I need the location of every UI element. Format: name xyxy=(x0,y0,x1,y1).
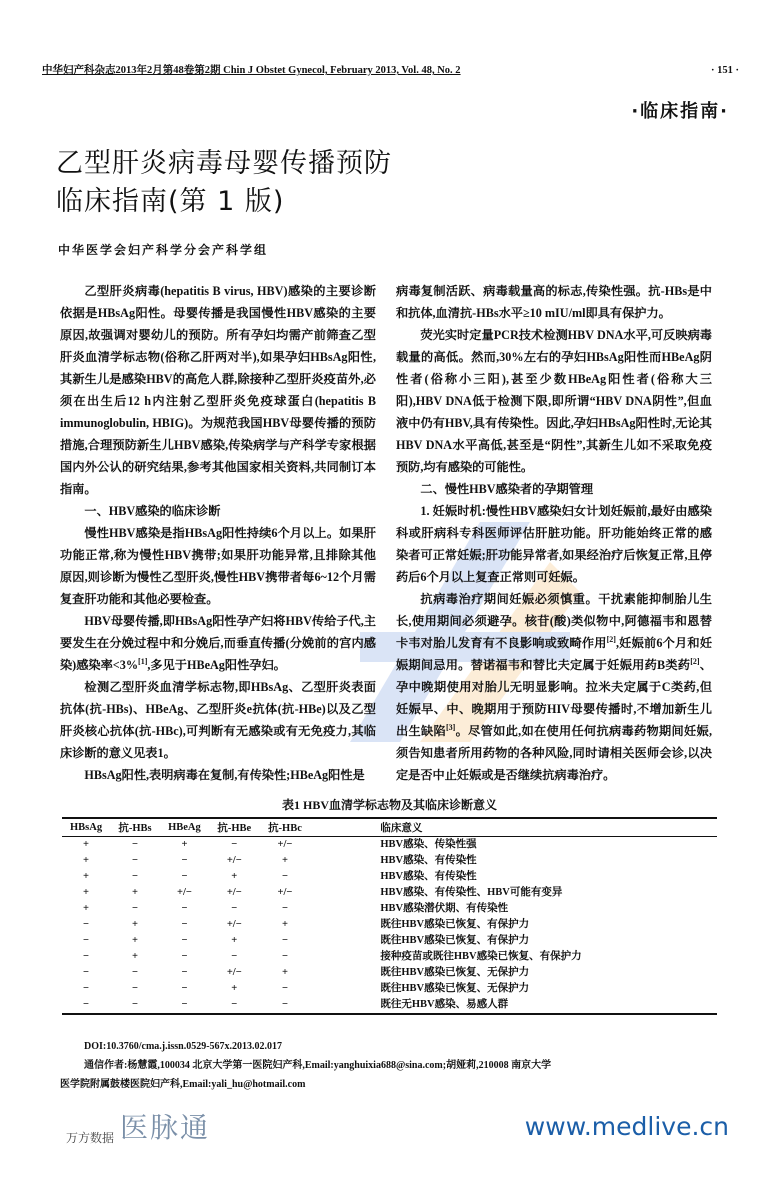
text: 、孕中晚期使用对胎儿无明显影响。拉米夫定属于C类药,但妊娠早、中、晚期用于预防HIV母婴传播时,不增加新生儿出生缺陷 xyxy=(396,658,712,738)
table-row xyxy=(62,853,717,869)
page-number: · 151 · xyxy=(710,65,739,76)
table-cell: − xyxy=(281,871,288,882)
title-line: 临床指南(第 1 版) xyxy=(56,186,285,217)
table-cell: − xyxy=(181,919,188,930)
table-cell: − xyxy=(132,839,139,850)
table-cell: − xyxy=(83,967,90,978)
table-cell: + xyxy=(83,871,90,882)
table-cell: − xyxy=(132,983,139,994)
corresponding-author-cont: 医学院附属鼓楼医院妇产科,Email:yali_hu@hotmail.com xyxy=(60,1079,306,1090)
text: HBV母婴传播,即HBsAg阳性孕产妇将HBV传给子代,主要发生在分娩过程中和分娩后,而垂直传播(分娩前的宫内感染)感染率<3% xyxy=(60,614,376,672)
table-cell: − xyxy=(110,997,160,1014)
section-heading: 二、慢性HBV感染者的孕期管理 xyxy=(420,482,594,496)
doi: DOI:10.3760/cma.j.issn.0529-567x.2013.02.017 xyxy=(84,1041,283,1052)
table-cell: + xyxy=(132,935,139,946)
table-cell: + xyxy=(281,855,288,866)
table-row xyxy=(62,949,717,965)
table-cell: +/− xyxy=(277,887,293,898)
table-row xyxy=(62,933,717,949)
table-cell: − xyxy=(181,951,188,962)
column-header: HBeAg xyxy=(160,818,209,837)
serology-table xyxy=(62,817,717,1015)
paragraph: 检测乙型肝炎血清学标志物,即HBsAg、乙型肝炎表面抗体(抗-HBs)、HBeAg、乙型肝炎e抗体(抗-HBe)以及乙型肝炎核心抗体(抗-HBc),可判断有无感染或有无免疫力,其临床诊断的意义见表1。 xyxy=(60,680,376,760)
author: 中华医学会妇产科学分会产科学组 xyxy=(58,243,269,257)
table-cell: − xyxy=(83,983,90,994)
footnotes xyxy=(60,1037,740,1094)
table-cell: − xyxy=(132,967,139,978)
corresponding-author: 通信作者:杨慧霞,100034 北京大学第一医院妇产科,Email:yanghuixia688@sina.com;胡娅莉,210008 南京大学 xyxy=(84,1060,552,1071)
paragraph: 乙型肝炎病毒(hepatitis B virus, HBV)感染的主要诊断依据是HBsAg阳性。母婴传播是我国慢性HBV感染的主要原因,故强调对婴幼儿的预防。所有孕妇均需产前筛查乙型肝炎血清学标志物(俗称乙肝两对半),如果孕妇HBsAg阳性,其新生儿是感染HBV的高危人群,除接种乙型肝炎疫苗外,必须在出生后12 h内注射乙型肝炎免疫球蛋白(hepatitis B immunoglobulin, HBIG)。为规范我国HBV母婴传播的预防措施,合理预防新生儿HBV感染,传染病学与产科学专家根据国内外公认的研究结果,参考其他国家相关资料,共同制订本指南。 xyxy=(60,284,376,496)
text: 抗病毒治疗期间妊娠必须慎重。干扰素能抑制胎儿生长,使用期间必须避孕。核苷(酸)类似物中,阿德福韦和恩替卡韦对胎儿发育有不良影响或致畸作用 xyxy=(396,592,712,650)
site-url: www.medlive.cn xyxy=(524,1111,729,1141)
table-cell: HBV感染、有传染性、HBV可能有变异 xyxy=(380,887,563,898)
logo-text: 医脉通 xyxy=(120,1111,211,1144)
column-header: HBsAg xyxy=(62,818,110,837)
section-label: ·临床指南· xyxy=(631,101,729,122)
table-cell: + xyxy=(83,903,90,914)
table-caption: 表1 HBV血清学标志物及其临床诊断意义 xyxy=(281,798,497,812)
table-cell: − xyxy=(260,997,311,1014)
table-cell: 既往HBV感染已恢复、有保护力 xyxy=(380,935,530,946)
table-cell: − xyxy=(62,997,110,1014)
table-cell: − xyxy=(181,983,188,994)
table-row xyxy=(62,837,717,854)
right-column xyxy=(396,280,712,786)
table-cell: − xyxy=(181,935,188,946)
section-heading: 一、HBV感染的临床诊断 xyxy=(84,504,221,518)
table-cell: 既往无HBV感染、易感人群 xyxy=(310,997,717,1014)
table-cell: − xyxy=(83,951,90,962)
table-cell: + xyxy=(231,871,238,882)
table-cell: + xyxy=(281,967,288,978)
table-cell: + xyxy=(132,951,139,962)
table-cell: − xyxy=(132,903,139,914)
article-title xyxy=(56,145,779,221)
table-cell: − xyxy=(181,871,188,882)
table-cell: − xyxy=(181,903,188,914)
citation: [3] xyxy=(446,722,456,732)
table-cell: 既往HBV感染已恢复、有保护力 xyxy=(380,919,530,930)
text: 。尽管如此,如在使用任何抗病毒药物期间妊娠,须告知患者所用药物的各种风险,同时请相关医师会诊,以决定是否中止妊娠或是否继续抗病毒治疗。 xyxy=(396,724,713,782)
table-cell: − xyxy=(281,903,288,914)
journal-citation: 中华妇产科杂志2013年2月第48卷第2期 Chin J Obstet Gynecol, February 2013, Vol. 48, No. 2 xyxy=(42,65,461,76)
running-header xyxy=(42,62,739,77)
column-header: 抗-HBs xyxy=(110,818,160,837)
text: ,妊娠前6个月和妊娠期间忌用。替诺福韦和替比夫定属于妊娠用药B类药 xyxy=(396,636,713,672)
table-row xyxy=(62,965,717,981)
table-cell: + xyxy=(132,887,139,898)
page-footer xyxy=(66,1106,729,1156)
table-cell: 既往HBV感染已恢复、无保护力 xyxy=(380,983,530,994)
table-cell: − xyxy=(231,951,238,962)
table-cell: + xyxy=(83,839,90,850)
table-row xyxy=(62,981,717,997)
table-cell: HBV感染、有传染性 xyxy=(380,871,477,882)
citation: [2] xyxy=(606,634,616,644)
table-cell: − xyxy=(132,855,139,866)
column-header: 抗-HBe xyxy=(209,818,260,837)
citation: [1] xyxy=(138,656,148,666)
table-cell: +/− xyxy=(226,919,242,930)
table-row xyxy=(62,917,717,933)
table-cell: +/− xyxy=(277,839,293,850)
table-cell: − xyxy=(83,919,90,930)
table-cell: − xyxy=(181,855,188,866)
table-row xyxy=(62,885,717,901)
table-row xyxy=(62,869,717,885)
table-cell: − xyxy=(231,839,238,850)
paragraph xyxy=(396,588,712,786)
table-cell: + xyxy=(231,935,238,946)
table-cell: +/− xyxy=(176,887,192,898)
left-column xyxy=(60,280,376,786)
paragraph: 病毒复制活跃、病毒载量高的标志,传染性强。抗-HBs是中和抗体,血清抗-HBs水平≥10 mIU/ml即具有保护力。 xyxy=(396,284,712,320)
table-cell: +/− xyxy=(226,855,242,866)
table-cell: + xyxy=(132,919,139,930)
paragraph xyxy=(60,610,376,676)
table-cell: − xyxy=(281,983,288,994)
table-cell: − xyxy=(132,871,139,882)
table-row xyxy=(62,997,717,1014)
wanfang-label: 万方数据 xyxy=(66,1131,115,1145)
table-header-row xyxy=(62,818,717,837)
table-cell: + xyxy=(181,839,188,850)
table-cell: + xyxy=(83,887,90,898)
table-cell: HBV感染潜伏期、有传染性 xyxy=(380,903,509,914)
title-line: 乙型肝炎病毒母婴传播预防 xyxy=(56,148,392,179)
table-cell: − xyxy=(83,935,90,946)
table-cell: +/− xyxy=(226,967,242,978)
journal-page xyxy=(0,62,779,1184)
paragraph: HBsAg阳性,表明病毒在复制,有传染性;HBeAg阳性是 xyxy=(84,768,365,782)
medlive-logo xyxy=(66,1106,210,1146)
table-cell: HBV感染、传染性强 xyxy=(380,839,477,850)
table-cell: + xyxy=(83,855,90,866)
body-columns xyxy=(60,280,779,786)
paragraph: 1. 妊娠时机:慢性HBV感染妇女计划妊娠前,最好由感染科或肝病科专科医师评估肝脏功能。肝功能始终正常的感染者可正常妊娠;肝功能异常者,如果经治疗后恢复正常,且停药后6个月以上复查正常则可妊娠。 xyxy=(396,504,712,584)
paragraph: 慢性HBV感染是指HBsAg阳性持续6个月以上。如果肝功能正常,称为慢性HBV携带;如果肝功能异常,且排除其他原因,则诊断为慢性乙型肝炎,慢性HBV携带者每6~12个月需复查肝功能和其他必要检查。 xyxy=(60,526,376,606)
table-cell: − xyxy=(281,951,288,962)
table-row xyxy=(62,901,717,917)
table-cell: − xyxy=(160,997,209,1014)
table-cell: + xyxy=(231,983,238,994)
table-cell: − xyxy=(281,935,288,946)
table-cell: − xyxy=(209,997,260,1014)
citation: [2] xyxy=(690,656,700,666)
table-cell: 接种疫苗或既往HBV感染已恢复、有保护力 xyxy=(380,951,582,962)
table-cell: +/− xyxy=(226,887,242,898)
paragraph: 荧光实时定量PCR技术检测HBV DNA水平,可反映病毒载量的高低。然而,30%左右的孕妇HBsAg阳性而HBeAg阴性者(俗称小三阳),甚至少数HBeAg阳性者(俗称大三阳),HBV DNA低于检测下限,即所谓“HBV DNA阴性”,但血液中仍有HBV,具有传染性。因此,孕妇HBsAg阳性时,无论其HBV DNA水平高低,甚至是“阴性”,其新生儿如不采取免疫预防,均有感染的可能性。 xyxy=(396,328,712,474)
text: ,多见于HBeAg阳性孕妇。 xyxy=(147,658,286,672)
column-header: 临床意义 xyxy=(310,818,717,837)
table-cell: − xyxy=(181,967,188,978)
column-header: 抗-HBc xyxy=(260,818,311,837)
table-cell: − xyxy=(231,903,238,914)
table-cell: + xyxy=(281,919,288,930)
table-cell: HBV感染、有传染性 xyxy=(380,855,477,866)
table-cell: 既往HBV感染已恢复、无保护力 xyxy=(380,967,530,978)
